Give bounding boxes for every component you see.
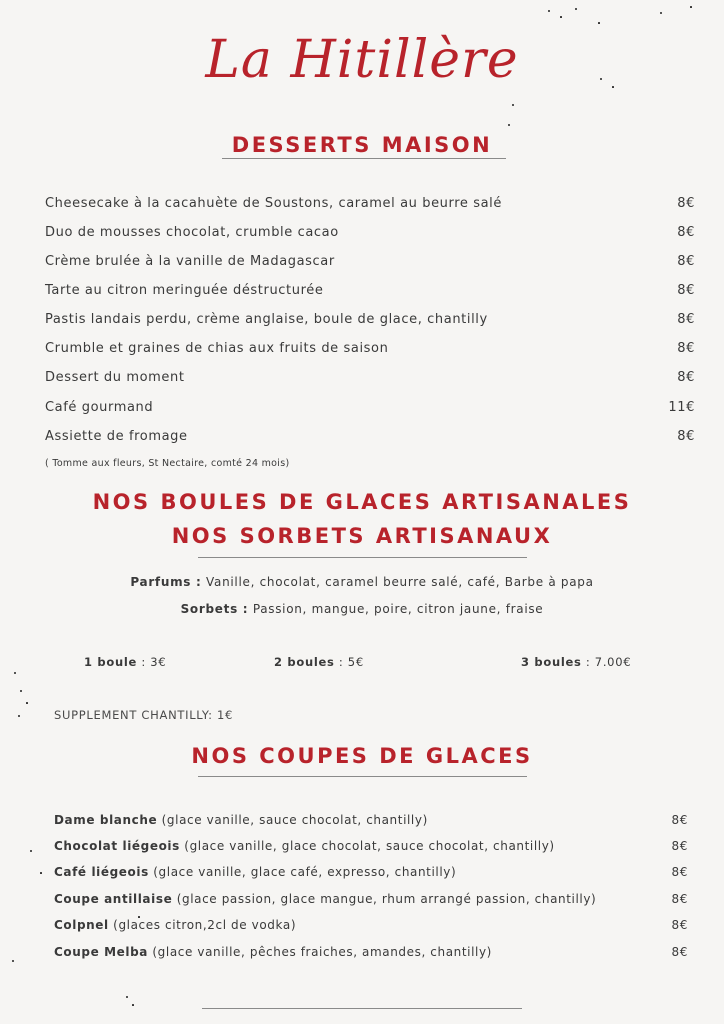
boule-label: 1 boule: [84, 655, 137, 669]
menu-item: [45, 400, 695, 415]
decorative-speck: [126, 996, 128, 998]
decorative-speck: [690, 6, 692, 8]
menu-item: [45, 370, 695, 385]
decorative-speck: [30, 850, 32, 852]
item-name: Duo de mousses chocolat, crumble cacao: [45, 225, 339, 240]
divider: [222, 158, 506, 159]
item-price: 8€: [677, 312, 695, 327]
coupe-price: 8€: [671, 839, 688, 853]
decorative-speck: [26, 702, 28, 704]
coupe-desc: (glace vanille, glace café, expresso, chantilly): [148, 865, 457, 879]
item-name: Crème brulée à la vanille de Madagascar: [45, 254, 335, 269]
divider: [198, 776, 527, 777]
item-price: 8€: [677, 429, 695, 444]
decorative-speck: [512, 104, 514, 106]
footer-divider: [202, 1008, 522, 1009]
decorative-speck: [575, 8, 577, 10]
item-price: 8€: [677, 254, 695, 269]
coupe-price: 8€: [671, 813, 688, 827]
boule-label: 2 boules: [274, 655, 335, 669]
menu-item: [45, 196, 695, 211]
coupe-name: Chocolat liégeois: [54, 839, 180, 853]
menu-item: [45, 312, 695, 327]
coupe-name: Coupe Melba: [54, 945, 148, 959]
desserts-title: DESSERTS MAISON: [231, 133, 493, 157]
glaces-title: NOS BOULES DE GLACES ARTISANALES: [92, 490, 632, 514]
coupe-desc: (glace vanille, glace chocolat, sauce chocolat, chantilly): [179, 839, 555, 853]
item-price: 11€: [668, 400, 695, 415]
coupe-name: Café liégeois: [54, 865, 149, 879]
sorbets-line: [0, 602, 724, 616]
parfums-line: [0, 575, 724, 589]
coupes-title: NOS COUPES DE GLACES: [191, 744, 533, 768]
item-price: 8€: [677, 283, 695, 298]
menu-item: [45, 225, 695, 240]
decorative-speck: [20, 690, 22, 692]
decorative-speck: [14, 672, 16, 674]
restaurant-title: La Hitillère: [205, 30, 519, 90]
decorative-speck: [612, 86, 614, 88]
cheese-note: ( Tomme aux fleurs, St Nectaire, comté 24 mois): [45, 458, 290, 469]
menu-item: [45, 429, 695, 444]
coupe-item: [54, 918, 688, 932]
item-name: Café gourmand: [45, 400, 154, 415]
decorative-speck: [598, 22, 600, 24]
divider: [198, 557, 527, 558]
coupe-price: 8€: [671, 945, 688, 959]
decorative-speck: [508, 124, 510, 126]
decorative-speck: [138, 916, 140, 918]
boule-label: 3 boules: [521, 655, 582, 669]
parfums-label: Parfums :: [130, 575, 202, 589]
coupe-desc: (glace vanille, pêches fraiches, amandes, chantilly): [147, 945, 492, 959]
menu-item: [45, 341, 695, 356]
coupe-price: 8€: [671, 918, 688, 932]
coupe-price: 8€: [671, 892, 688, 906]
coupe-item: [54, 892, 688, 906]
coupe-item: [54, 945, 688, 959]
menu-item: [45, 254, 695, 269]
boule-value: : 5€: [338, 655, 364, 669]
item-name: Assiette de fromage: [45, 429, 188, 444]
item-name: Tarte au citron meringuée déstructurée: [45, 283, 324, 298]
coupe-name: Dame blanche: [54, 813, 158, 827]
supplement-chantilly: SUPPLEMENT CHANTILLY: 1€: [54, 708, 234, 722]
decorative-speck: [660, 12, 662, 14]
coupe-name: Coupe antillaise: [54, 892, 173, 906]
item-name: Cheesecake à la cacahuète de Soustons, caramel au beurre salé: [45, 196, 502, 211]
sorbets-label: Sorbets :: [180, 602, 249, 616]
coupe-desc: (glaces citron,2cl de vodka): [108, 918, 297, 932]
item-name: Pastis landais perdu, crème anglaise, boule de glace, chantilly: [45, 312, 488, 327]
boule-price: [84, 655, 166, 669]
coupe-price: 8€: [671, 865, 688, 879]
decorative-speck: [132, 1004, 134, 1006]
coupe-item: [54, 839, 688, 853]
coupe-item: [54, 813, 688, 827]
item-price: 8€: [677, 341, 695, 356]
item-price: 8€: [677, 370, 695, 385]
coupe-item: [54, 865, 688, 879]
menu-item: [45, 283, 695, 298]
decorative-speck: [40, 872, 42, 874]
item-name: Crumble et graines de chias aux fruits de saison: [45, 341, 389, 356]
decorative-speck: [548, 10, 550, 12]
boule-price: [521, 655, 631, 669]
decorative-speck: [18, 715, 20, 717]
coupe-desc: (glace vanille, sauce chocolat, chantilly): [157, 813, 428, 827]
parfums-value: Vanille, chocolat, caramel beurre salé, café, Barbe à papa: [206, 575, 594, 589]
sorbets-value: Passion, mangue, poire, citron jaune, fraise: [252, 602, 544, 616]
boule-value: : 7.00€: [585, 655, 632, 669]
boule-value: : 3€: [141, 655, 167, 669]
decorative-speck: [12, 960, 14, 962]
coupe-desc: (glace passion, glace mangue, rhum arrangé passion, chantilly): [172, 892, 597, 906]
boule-price: [274, 655, 364, 669]
item-price: 8€: [677, 196, 695, 211]
decorative-speck: [560, 16, 562, 18]
coupe-name: Colpnel: [54, 918, 109, 932]
decorative-speck: [600, 78, 602, 80]
item-name: Dessert du moment: [45, 370, 185, 385]
sorbets-title: NOS SORBETS ARTISANAUX: [171, 524, 553, 548]
item-price: 8€: [677, 225, 695, 240]
